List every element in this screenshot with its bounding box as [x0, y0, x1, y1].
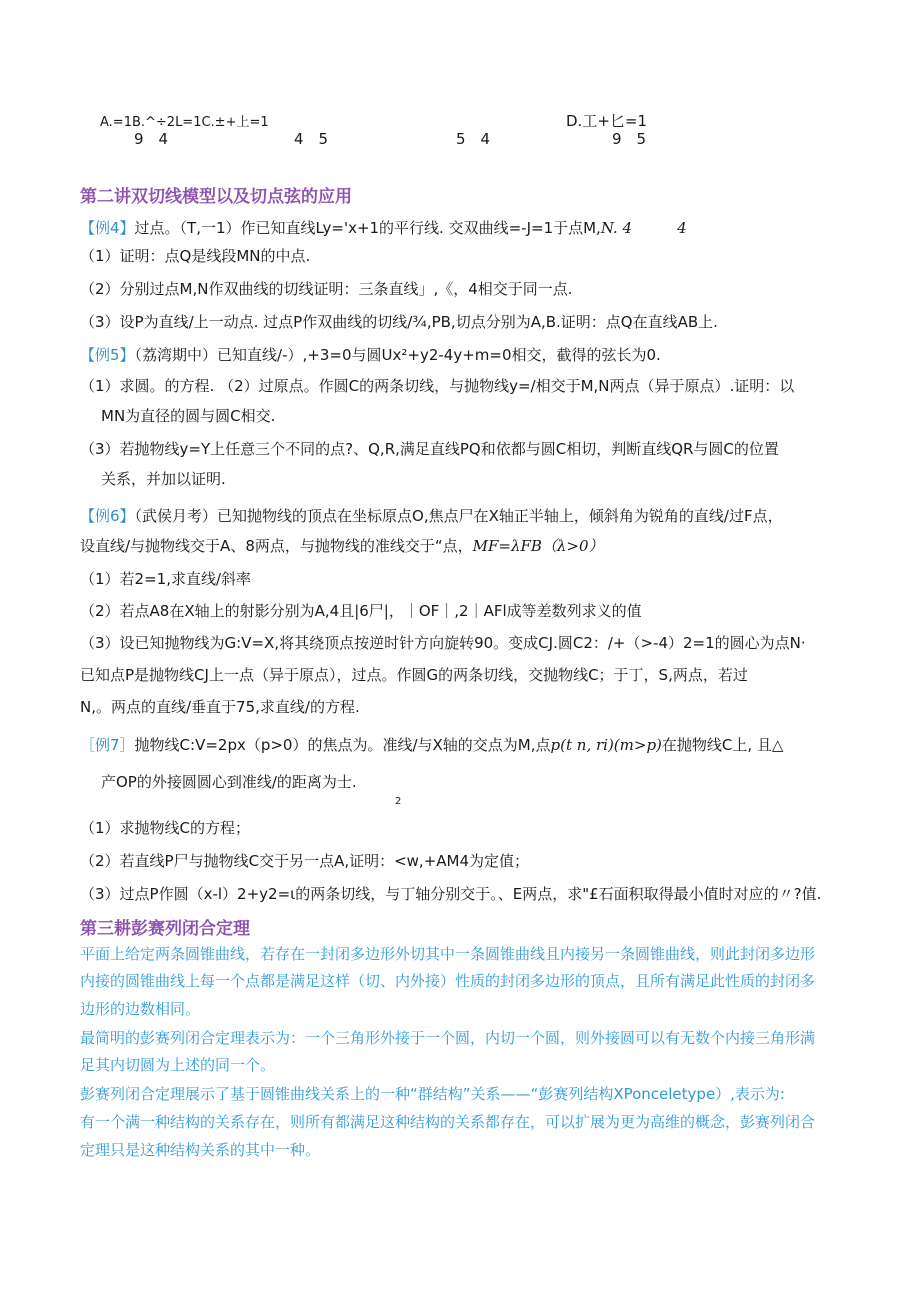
note-line-3: 边形的边数相同。 — [80, 1000, 201, 1018]
example-7-tag: ［例7］ — [80, 736, 135, 754]
example-7-q3: （3）过点P作圆（x-l）2+y2=ι的两条切线，与丁轴分别交于。、E两点，求"£石面积取得最小值时对应的〃?值. — [80, 885, 822, 903]
example-4-tag: 【例4】 — [80, 219, 135, 237]
example-7-q2: （2）若直线P尸与抛物线C交于另一点A,证明：<w,+AM4为定值； — [80, 852, 530, 870]
section-heading-3: 第三耕彭赛列闭合定理 — [80, 919, 250, 939]
example-6-stem-cont: 设直线/与抛物线交于A、8两点，与抛物线的准线交于“点，MF=λFB（λ>0） — [80, 537, 604, 555]
example-6-tag: 【例6】 — [80, 507, 135, 525]
option-b-denominators: 4 5 — [294, 130, 329, 148]
example-5-q1-cont: MN为直径的圆与圆C相交. — [101, 407, 276, 425]
example-6-q3-end: N,。两点的直线/垂直于75,求直线/的方程. — [80, 698, 360, 716]
option-c-denominators: 5 4 — [456, 130, 491, 148]
example-6-stem: 【例6】（武侯月考）已知抛物线的顶点在坐标原点O,焦点尸在X轴正半轴上，倾斜角为锐角的直线/过F点， — [80, 507, 783, 525]
example-6-q1: （1）若2=1,求直线/斜率 — [80, 570, 252, 588]
example-6-q3-cont: 已知点P是抛物线CJ上一点（异于原点），过点。作圆G的两条切线，交抛物线C；于丁，S,两点，若过 — [80, 666, 748, 684]
option-d: D.工+匕=1 — [566, 112, 647, 130]
example-4-q2: （2）分别过点M,N作双曲线的切线证明：三条直线」,《，4相交于同一点. — [80, 280, 573, 298]
example-7-q1: （1）求抛物线C的方程； — [80, 819, 251, 837]
example-6-q3: （3）设已知抛物线为G:V=X,将其绕顶点按逆时针方向旋转90。变成CJ.圆C2：/+（>-4）2=1的圆心为点N· — [80, 634, 806, 652]
example-7-stem-cont: 产OP的外接圆圆心到准线/的距离为士. — [101, 773, 357, 791]
example-4-stem: 【例4】过点。（T,一1）作已知直线Ly='x+1的平行线. 交双曲线=-J=1于点M,N. 4 4 — [80, 219, 687, 237]
note-line-4: 最简明的彭赛列闭合定理表示为：一个三角形外接于一个圆，内切一个圆，则外接圆可以有无数个内接三角形满 — [80, 1029, 816, 1047]
note-line-8: 定理只是这种结构关系的其中一种。 — [80, 1141, 321, 1159]
example-5-q1: （1）求圆。的方程. （2）过原点。作圆C的两条切线，与抛物线y=/相交于M,N两点（异于原点）.证明：以 — [80, 377, 795, 395]
example-5-q3: （3）若抛物线y=Y上任意三个不同的点?、Q,R,满足直线PQ和依都与圆C相切，判断直线QR与圆C的位置 — [80, 440, 779, 458]
note-line-7: 有一个满一种结构的关系存在，则所有都满足这种结构的关系都存在，可以扩展为更为高维的概念，彭赛列闭合 — [80, 1113, 816, 1131]
section-heading-2: 第二讲双切线模型以及切点弦的应用 — [80, 187, 352, 207]
example-5-stem: 【例5】（荔湾期中）已知直线/-）,+3=0与圆Ux²+y2-4y+m=0相交，截得的弦长为0. — [80, 346, 661, 364]
example-7-small-2: 2 — [395, 796, 402, 807]
option-d-denominators: 9 5 — [612, 130, 647, 148]
example-6-q2: （2）若点A8在X轴上的射影分别为A,4且|6尸|，｜OF｜,2｜AFl成等差数列求义的值 — [80, 602, 642, 620]
example-5-q3-cont: 关系，并加以证明. — [101, 470, 226, 488]
options-a-c: A.=1B.^÷2L=1C.±+上=1 — [100, 115, 269, 130]
example-5-tag: 【例5】 — [80, 346, 135, 364]
example-4-q1: （1）证明：点Q是线段MN的中点. — [80, 247, 311, 265]
options-line — [100, 110, 269, 134]
note-line-2: 内接的圆锥曲线上每一个点都是满足这样（切、内外接）性质的封闭多边形的顶点，且所有满足此性质的封闭多 — [80, 972, 816, 990]
note-line-6: 彭赛列闭合定理展示了基于圆锥曲线关系上的一种“群结构”关系——“彭赛列结构XPonceletype）,表示为: — [80, 1085, 785, 1103]
note-line-5: 足其内切圆为上述的同一个。 — [80, 1056, 276, 1074]
example-7-stem: ［例7］抛物线C:V=2px（p>0）的焦点为。准线/与X轴的交点为M,点p(t n, ri)(m>p)在抛物线C上, 且△ — [80, 736, 784, 754]
option-a-denominators: 9 4 — [134, 130, 169, 148]
note-line-1: 平面上给定两条圆锥曲线，若存在一封闭多边形外切其中一条圆锥曲线且内接另一条圆锥曲线，则此封闭多边形 — [80, 945, 816, 963]
example-4-q3: （3）设P为直线/上一动点. 过点P作双曲线的切线/¾,PB,切点分别为A,B.证明：点Q在直线AB上. — [80, 313, 718, 331]
